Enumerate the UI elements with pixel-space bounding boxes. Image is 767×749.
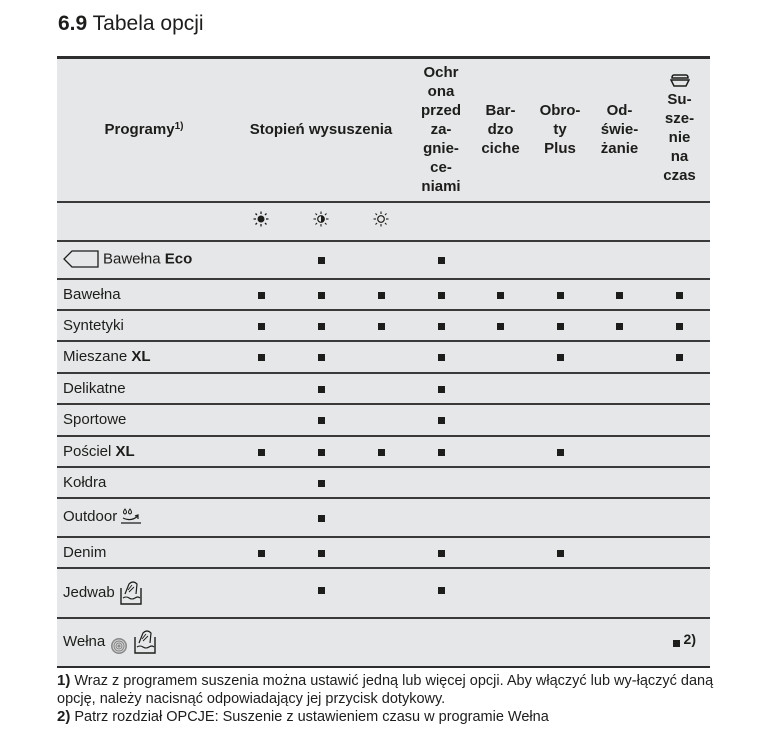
option-cell <box>231 241 291 279</box>
option-cell <box>530 241 590 279</box>
available-mark <box>318 323 325 330</box>
option-cell <box>649 618 710 667</box>
header-line: za- <box>430 121 452 139</box>
program-label: Wełna <box>63 632 106 650</box>
table-row <box>57 373 710 404</box>
available-mark <box>318 354 325 361</box>
option-cell <box>471 341 530 373</box>
dryness-icons-row <box>57 202 710 241</box>
program-name <box>57 241 231 279</box>
available-mark <box>318 550 325 557</box>
available-mark <box>557 323 564 330</box>
option-cell <box>351 498 411 537</box>
option-cell <box>530 537 590 568</box>
program-name <box>57 436 231 467</box>
program-label: Pościel <box>63 442 112 460</box>
option-cell <box>291 498 351 537</box>
program-label: Outdoor <box>63 507 118 525</box>
option-cell <box>351 618 411 667</box>
program-label: Jedwab <box>63 583 115 601</box>
available-mark <box>676 354 683 361</box>
option-cell <box>590 498 649 537</box>
option-cell <box>411 279 471 310</box>
option-cell <box>411 436 471 467</box>
program-label-suffix: XL <box>131 348 151 365</box>
program-name <box>57 537 231 568</box>
header-line: nie <box>668 129 691 147</box>
header-line: świe- <box>600 121 639 139</box>
program-label: Sportowe <box>63 411 127 428</box>
available-mark <box>557 292 564 299</box>
program-label: Bawełna <box>63 285 121 303</box>
available-mark <box>318 587 325 594</box>
sun-empty-icon <box>373 211 389 227</box>
program-label-suffix: XL <box>115 442 135 460</box>
available-mark <box>673 640 680 647</box>
option-cell <box>649 568 710 618</box>
option-cell <box>649 537 710 568</box>
option-cell <box>351 404 411 436</box>
available-mark <box>676 323 683 330</box>
option-cell <box>351 537 411 568</box>
available-mark <box>557 354 564 361</box>
option-cell <box>530 467 590 498</box>
option-cell <box>530 498 590 537</box>
option-cell <box>471 404 530 436</box>
available-mark <box>557 449 564 456</box>
header-anti-crease <box>411 58 471 202</box>
program-label: Kołdra <box>63 473 107 491</box>
header-line: żanie <box>600 140 639 158</box>
option-cell <box>590 618 649 667</box>
program-name <box>57 618 231 667</box>
option-cell <box>411 241 471 279</box>
table-row <box>57 241 710 279</box>
header-line: ce- <box>430 159 452 177</box>
available-mark <box>318 292 325 299</box>
available-mark <box>258 292 265 299</box>
option-cell <box>471 568 530 618</box>
available-mark <box>318 386 325 393</box>
option-cell <box>590 537 649 568</box>
header-line: dzo <box>487 121 514 139</box>
option-cell <box>590 568 649 618</box>
option-cell <box>411 467 471 498</box>
option-cell <box>411 341 471 373</box>
option-cell <box>530 568 590 618</box>
option-cell <box>471 467 530 498</box>
option-cell <box>649 373 710 404</box>
available-mark <box>258 550 265 557</box>
table-row <box>57 341 710 373</box>
option-cell <box>411 498 471 537</box>
header-row <box>57 58 710 202</box>
option-cell <box>351 241 411 279</box>
available-mark <box>378 323 385 330</box>
header-refresh <box>590 58 649 202</box>
option-cell <box>351 341 411 373</box>
option-cell <box>530 279 590 310</box>
program-name <box>57 373 231 404</box>
available-mark <box>378 292 385 299</box>
section-title <box>58 12 204 36</box>
option-cell <box>471 537 530 568</box>
option-cell <box>411 310 471 341</box>
available-mark <box>318 449 325 456</box>
program-name <box>57 310 231 341</box>
footnote-ref-1: 1) <box>174 121 184 133</box>
option-cell <box>590 373 649 404</box>
option-cell <box>471 279 530 310</box>
option-cell <box>590 467 649 498</box>
option-cell <box>471 373 530 404</box>
available-mark <box>378 449 385 456</box>
option-cell <box>231 404 291 436</box>
program-label-suffix: Eco <box>164 250 193 268</box>
header-line: ty <box>553 121 567 139</box>
option-cell <box>649 436 710 467</box>
option-cell <box>291 568 351 618</box>
option-cell <box>291 241 351 279</box>
available-mark <box>557 550 564 557</box>
handwash-icon <box>115 578 143 608</box>
program-label: Mieszane <box>63 348 128 365</box>
outdoor-icon <box>117 507 142 527</box>
program-name <box>57 341 231 373</box>
available-mark <box>318 515 325 522</box>
available-mark <box>438 257 445 264</box>
program-label: Syntetyki <box>63 316 124 334</box>
available-mark <box>438 292 445 299</box>
option-cell <box>231 341 291 373</box>
header-line: Plus <box>544 140 576 158</box>
option-cell <box>649 467 710 498</box>
available-mark <box>318 480 325 487</box>
available-mark <box>616 323 623 330</box>
header-line: Od- <box>606 102 633 120</box>
option-cell <box>649 241 710 279</box>
header-line: Su- <box>667 91 692 109</box>
option-cell <box>291 279 351 310</box>
option-cell <box>411 568 471 618</box>
header-line: na <box>670 148 689 166</box>
option-cell <box>231 373 291 404</box>
option-cell <box>590 436 649 467</box>
option-cell <box>291 537 351 568</box>
option-cell <box>471 498 530 537</box>
drum-timer-icon <box>670 74 690 88</box>
option-cell <box>530 436 590 467</box>
available-mark <box>438 323 445 330</box>
option-cell <box>291 341 351 373</box>
option-cell <box>471 241 530 279</box>
option-cell <box>351 279 411 310</box>
program-name <box>57 467 231 498</box>
header-line: niami <box>421 178 461 196</box>
header-line: Bar- <box>485 102 516 120</box>
available-mark <box>497 292 504 299</box>
available-mark <box>616 292 623 299</box>
option-cell <box>291 404 351 436</box>
option-cell <box>231 310 291 341</box>
option-cell <box>590 404 649 436</box>
option-cell <box>231 279 291 310</box>
option-cell <box>590 310 649 341</box>
option-cell <box>231 537 291 568</box>
available-mark <box>438 417 445 424</box>
option-cell <box>471 310 530 341</box>
header-extra-spin <box>530 58 590 202</box>
eco-tag-icon <box>63 250 103 269</box>
option-cell <box>530 341 590 373</box>
table-row <box>57 618 710 667</box>
table-row <box>57 498 710 537</box>
available-mark <box>318 257 325 264</box>
table-row <box>57 310 710 341</box>
program-name <box>57 498 231 537</box>
option-cell <box>291 436 351 467</box>
option-cell <box>530 618 590 667</box>
option-cell <box>351 436 411 467</box>
table-row <box>57 568 710 618</box>
footnote-ref-2: 2) <box>683 630 696 647</box>
option-cell <box>291 310 351 341</box>
table-row <box>57 404 710 436</box>
option-cell <box>411 618 471 667</box>
available-mark <box>438 386 445 393</box>
program-label: Denim <box>63 543 107 561</box>
section-title-text: Tabela opcji <box>92 12 204 35</box>
option-cell <box>291 373 351 404</box>
header-line: gnie- <box>423 140 459 158</box>
program-name <box>57 404 231 436</box>
option-cell <box>231 436 291 467</box>
header-line: ona <box>427 83 455 101</box>
footnote-1: 1) Wraz z programem suszenia można ustawić jedną lub więcej opcji. Aby włączyć lub wy-łączyć daną opcję, należy nacisnąć odpowiadający jej przycisk dotykowy. <box>57 672 714 707</box>
available-mark <box>258 449 265 456</box>
available-mark <box>438 587 445 594</box>
available-mark <box>438 449 445 456</box>
header-line: czas <box>663 167 696 185</box>
footnotes <box>57 672 717 726</box>
option-cell <box>649 341 710 373</box>
sun-full-icon <box>253 211 269 227</box>
option-cell <box>351 373 411 404</box>
option-cell <box>530 310 590 341</box>
option-cell <box>471 618 530 667</box>
option-cell <box>411 537 471 568</box>
option-cell <box>231 568 291 618</box>
option-cell <box>231 467 291 498</box>
option-cell <box>291 467 351 498</box>
available-mark <box>438 354 445 361</box>
available-mark <box>258 354 265 361</box>
option-cell <box>231 618 291 667</box>
option-cell <box>590 241 649 279</box>
options-table <box>57 56 710 668</box>
option-cell <box>649 279 710 310</box>
option-cell <box>291 618 351 667</box>
option-cell <box>649 498 710 537</box>
program-label: Bawełna <box>103 250 161 268</box>
header-extra-silent <box>471 58 530 202</box>
header-line: ciche <box>481 140 520 158</box>
program-name <box>57 568 231 618</box>
table-row <box>57 467 710 498</box>
option-cell <box>351 310 411 341</box>
table-row <box>57 279 710 310</box>
sun-half-icon <box>313 211 329 227</box>
header-time-dry <box>649 58 710 202</box>
available-mark <box>438 550 445 557</box>
section-number: 6.9 <box>58 12 88 35</box>
option-cell <box>649 404 710 436</box>
available-mark <box>497 323 504 330</box>
header-line: przed <box>420 102 461 120</box>
option-cell <box>649 310 710 341</box>
header-line: sze- <box>664 110 695 128</box>
available-mark <box>258 323 265 330</box>
program-name <box>57 279 231 310</box>
table-row <box>57 436 710 467</box>
option-cell <box>351 568 411 618</box>
option-cell <box>590 341 649 373</box>
option-cell <box>590 279 649 310</box>
option-cell <box>530 404 590 436</box>
header-programs: Programy$^{1)}$ <box>104 121 184 139</box>
header-dryness: Stopień wysuszenia <box>249 121 393 139</box>
available-mark <box>318 417 325 424</box>
footnote-2: 2) Patrz rozdział OPCJE: Suszenie z ustawieniem czasu w programie Wełna <box>57 708 549 725</box>
header-line: Obro- <box>539 102 581 120</box>
wool-handwash-icon <box>105 627 157 657</box>
table-row <box>57 537 710 568</box>
available-mark <box>676 292 683 299</box>
option-cell <box>411 404 471 436</box>
option-cell <box>471 436 530 467</box>
program-label: Delikatne <box>63 379 126 397</box>
option-cell <box>351 467 411 498</box>
option-cell <box>231 498 291 537</box>
option-cell <box>411 373 471 404</box>
header-line: Ochr <box>423 64 459 82</box>
option-cell <box>530 373 590 404</box>
